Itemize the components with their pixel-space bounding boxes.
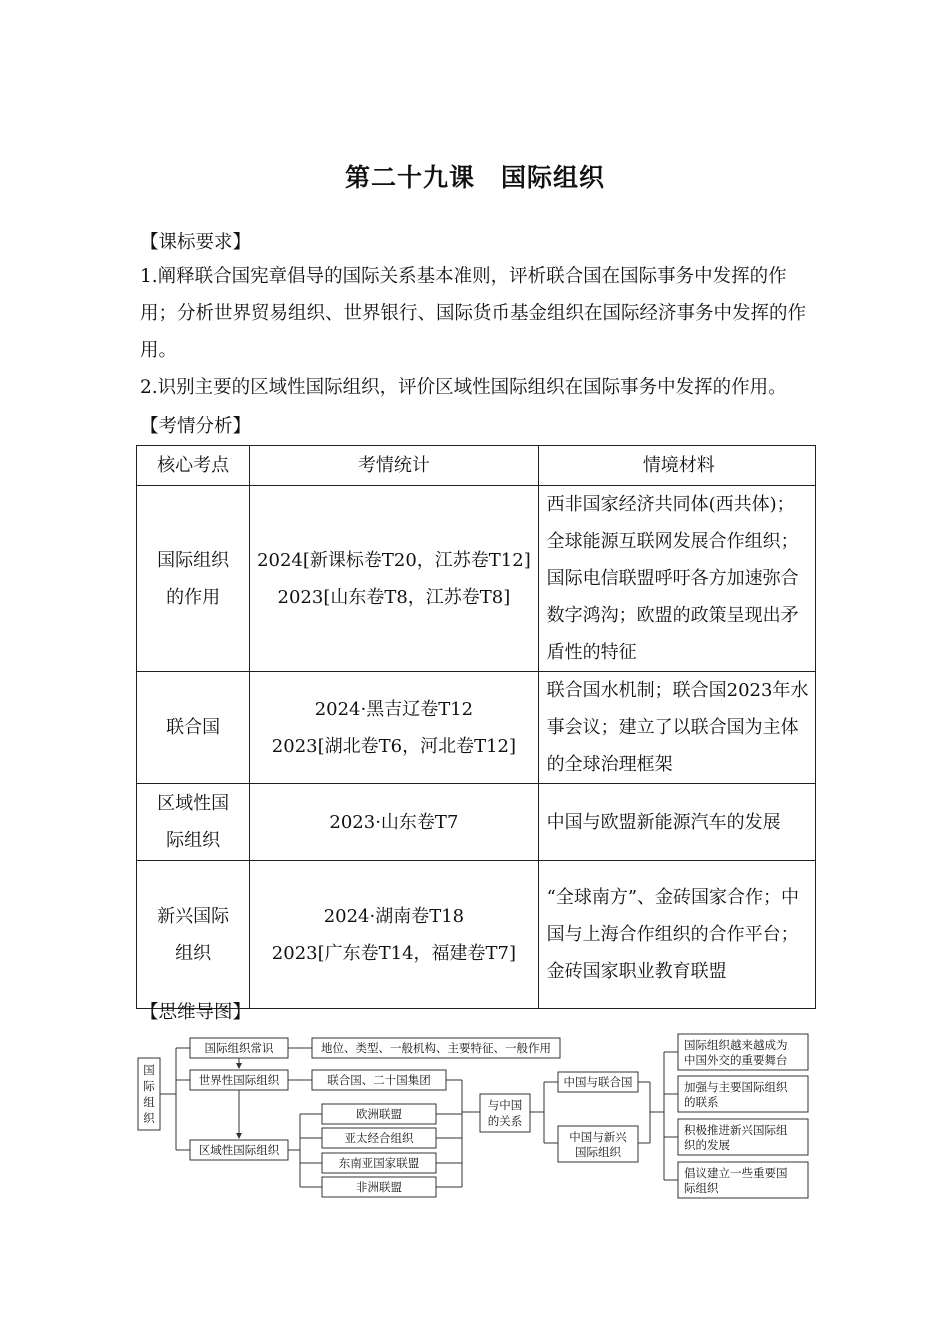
node-world-label: 世界性国际组织 [198,1073,280,1087]
material-cell: 联合国水机制；联合国2023年水事会议；建立了以联合国为主体的全球治理框架 [538,672,815,784]
node-outcome-1-label: 中国外交的重要舞台 [684,1053,788,1067]
node-region-eu-label: 欧洲联盟 [356,1107,402,1121]
material-cell: 中国与欧盟新能源汽车的发展 [538,784,815,861]
node-outcome-3-label: 织的发展 [684,1138,730,1152]
section-requirements-heading: 【课标要求】 [140,232,252,253]
root-char: 织 [143,1111,155,1125]
core-point-cell: 国际组织的作用 [137,486,250,672]
node-china-new-label: 中国与新兴 [569,1130,627,1144]
root-char: 国 [143,1063,155,1077]
core-point-cell: 区域性国际组织 [137,784,250,861]
node-region-apec-label: 亚太经合组织 [344,1131,414,1145]
node-relation-label: 的关系 [487,1114,523,1128]
section-mindmap-heading: 【思维导图】 [140,1002,252,1023]
root-char: 组 [143,1095,155,1109]
requirement-1: 1.阐释联合国宪章倡导的国际关系基本准则，评析联合国在国际事务中发挥的作用；分析世界贸易组织、世界银行、国际货币基金组织在国际经济事务中发挥的作用。 [140,266,807,361]
statistics-cell: 2023·山东卷T7 [250,784,538,861]
statistics-cell: 2024·湖南卷T18 2023[广东卷T14，福建卷T7] [250,861,538,1009]
node-outcome-3-label: 积极推进新兴国际组 [684,1123,788,1137]
node-region-au-label: 非洲联盟 [356,1180,402,1194]
material-cell: 西非国家经济共同体(西共体)；全球能源互联网发展合作组织；国际电信联盟呼吁各方加速弥合数字鸿沟；欧盟的政策呈现出矛盾性的特征 [538,486,815,672]
node-outcome-4-label: 倡议建立一些重要国 [684,1166,788,1180]
root-char: 际 [143,1079,155,1093]
node-common-label: 国际组织常识 [204,1041,274,1055]
section-analysis-heading: 【考情分析】 [140,416,252,437]
page-title: 第二十九课 国际组织 [344,163,605,192]
header-statistics: 考情统计 [250,446,538,486]
node-regional-label: 区域性国际组织 [198,1143,280,1157]
header-material: 情境材料 [538,446,815,486]
node-outcome-1-label: 国际组织越来越成为 [684,1038,788,1052]
statistics-cell: 2024·黑吉辽卷T12 2023[湖北卷T6，河北卷T12] [250,672,538,784]
node-outcome-2-label: 加强与主要国际组织 [684,1080,788,1094]
node-common-detail-label: 地位、类型、一般机构、主要特征、一般作用 [321,1041,551,1055]
node-relation-label: 与中国 [487,1098,523,1112]
node-outcome-2-label: 的联系 [684,1095,719,1109]
node-world-detail-label: 联合国、二十国集团 [327,1073,431,1087]
core-point-cell: 联合国 [137,672,250,784]
node-china-new-label: 国际组织 [575,1145,621,1159]
node-region-asean-label: 东南亚国家联盟 [338,1156,420,1170]
material-cell: “全球南方”、金砖国家合作；中国与上海合作组织的合作平台；金砖国家职业教育联盟 [538,861,815,1009]
requirement-2: 2.识别主要的区域性国际组织，评价区域性国际组织在国际事务中发挥的作用。 [140,377,787,398]
node-china-un-label: 中国与联合国 [563,1075,633,1089]
header-core-point: 核心考点 [137,446,250,486]
core-point-cell: 新兴国际组织 [137,861,250,1009]
statistics-cell: 2024[新课标卷T20，江苏卷T12] 2023[山东卷T8，江苏卷T8] [250,486,538,672]
node-outcome-4-label: 际组织 [684,1181,719,1195]
